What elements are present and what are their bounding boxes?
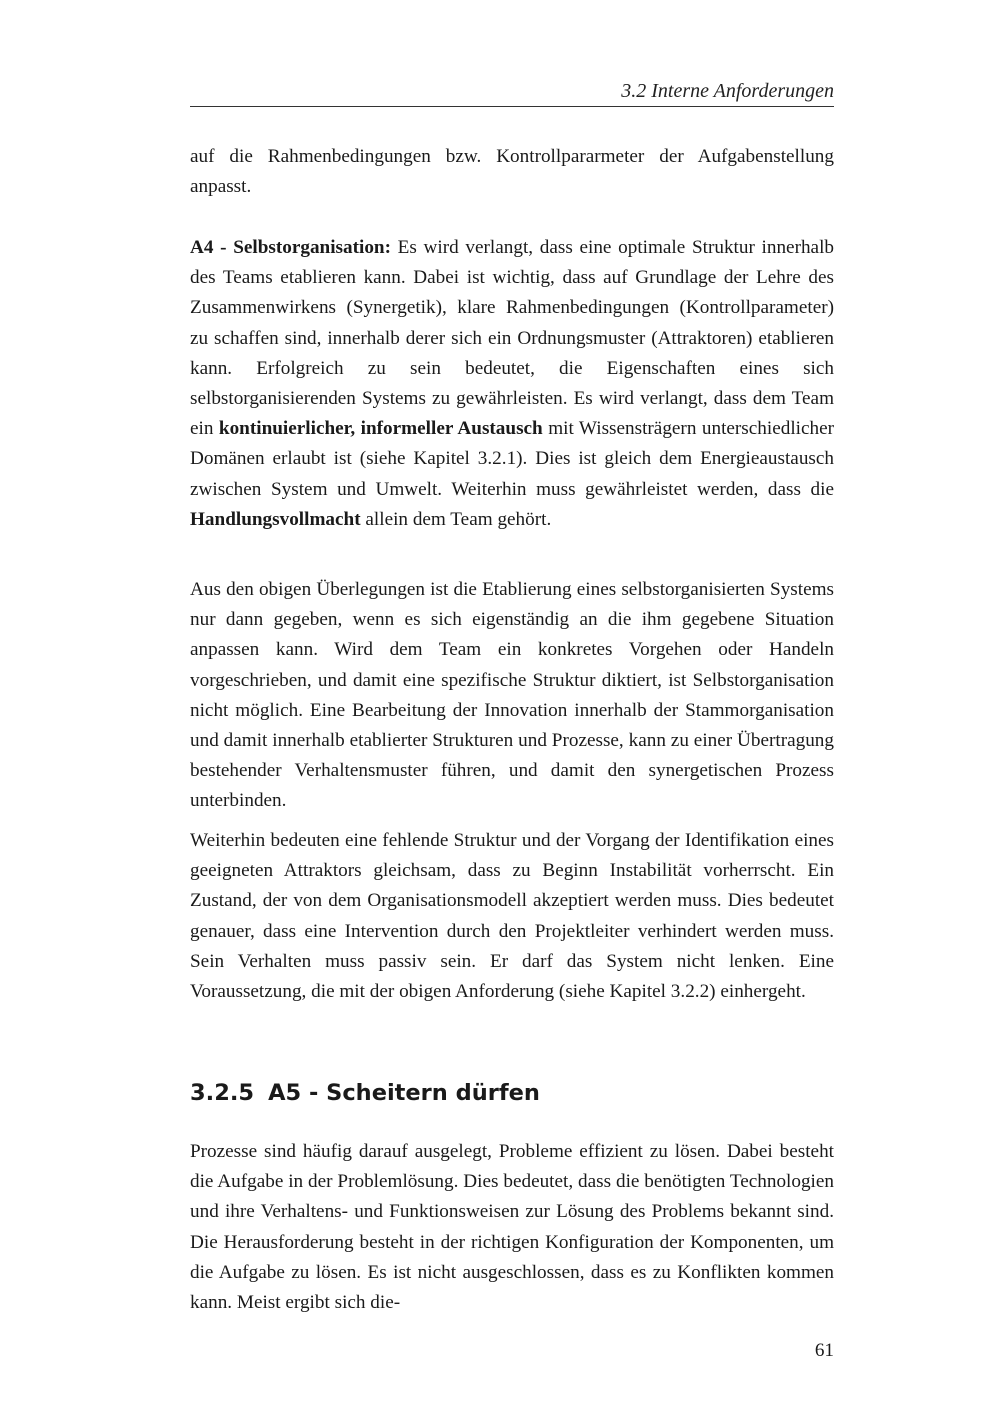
paragraph-span: allein dem Team gehört.	[360, 508, 552, 530]
paragraph-span: Es wird verlangt, dass eine optimale Struktur innerhalb des Teams etablieren kann. Dabei ist wichtig, dass auf Grundlage der Lehre des Zusammenwirkens (Synergetik), klare Rahmenbedingungen (Kontrollparameter) zu schaffen sind, innerhalb derer sich ein Ordnungsmuster (Attraktoren) etablieren kann. Erfolgreich zu sein bedeutet, die Eigenschaften eines sich selbstorganisierenden Systems zu gewährleisten. Es wird verlangt, dass dem Team ein	[190, 237, 834, 440]
emphasis-text: kontinuierlicher, informeller Austausch	[218, 418, 543, 440]
paragraph-text: Aus den obigen Überlegungen ist die Etablierung eines selbstorganisierten Systems nur dann gegeben, wenn es sich eigenständig an die ihm gegebene Situation anpassen kann. Wird dem Team ein konkretes Vorgehen oder Handeln vorgeschrieben, und damit eine spezifische Struktur diktiert, ist Selbstorganisation nicht möglich. Eine Bearbeitung der Innovation innerhalb der Stammorganisation und damit innerhalb etablierter Strukturen und Prozesse, kann zu einer Übertragung bestehender Verhaltensmuster führen, und damit den synergetischen Prozess unterbinden.	[190, 579, 834, 812]
paragraph-struktur	[190, 826, 834, 1007]
paragraph-span: mit Wissensträgern unterschiedlicher Domänen erlaubt ist (siehe Kapitel 3.2.1). Dies ist gleich dem Energieaustausch zwischen System und Umwelt. Weiterhin muss gewährleistet werden, dass die	[190, 418, 835, 500]
section-heading	[190, 1078, 834, 1108]
paragraph-text: Weiterhin bedeuten eine fehlende Struktur und der Vorgang der Identifikation eines geeigneten Attraktors gleichsam, dass zu Beginn Instabilität vorherrscht. Ein Zustand, der von dem Organisationsmodell akzeptiert werden muss. Dies bedeutet genauer, dass eine Intervention durch den Projektleiter verhindert werden muss. Sein Verhalten muss passiv sein. Er darf das System nicht lenken. Eine Voraussetzung, die mit der obigen Anforderung (siehe Kapitel 3.2.2) einhergeht.	[190, 830, 834, 1003]
paragraph-text: auf die Rahmenbedingungen bzw. Kontrollpararmeter der Aufgabenstellung anpasst.	[190, 146, 834, 198]
document-page	[190, 0, 834, 1414]
paragraph-text: Prozesse sind häufig darauf ausgelegt, Probleme effizient zu lösen. Dabei besteht die Aufgabe in der Problemlösung. Dies bedeutet, dass die benötigten Technologien und ihre Verhaltens- und Funktionsweisen zur Lösung des Problems bekannt sind. Die Herausforderung besteht in der richtigen Konfiguration der Komponenten, um die Aufgabe zu lösen. Es ist nicht ausgeschlossen, dass es zu Konflikten kommen kann. Meist ergibt sich die-	[190, 1141, 834, 1314]
section-title: A5 - Scheitern dürfen	[268, 1080, 540, 1106]
section-number: 3.2.5	[190, 1080, 255, 1106]
paragraph-continuation	[190, 142, 834, 202]
requirement-label: A4 - Selbstorganisation:	[190, 237, 391, 258]
page-number: 61	[814, 1340, 834, 1361]
paragraph-text	[190, 233, 834, 535]
paragraph-prozesse	[190, 1137, 834, 1318]
running-header: 3.2 Interne Anforderungen	[621, 80, 834, 102]
paragraph-a4-selbstorganisation	[190, 233, 834, 535]
header-rule	[190, 106, 834, 107]
emphasis-text: Handlungsvollmacht	[190, 508, 361, 530]
paragraph-ueberlegungen	[190, 575, 834, 817]
